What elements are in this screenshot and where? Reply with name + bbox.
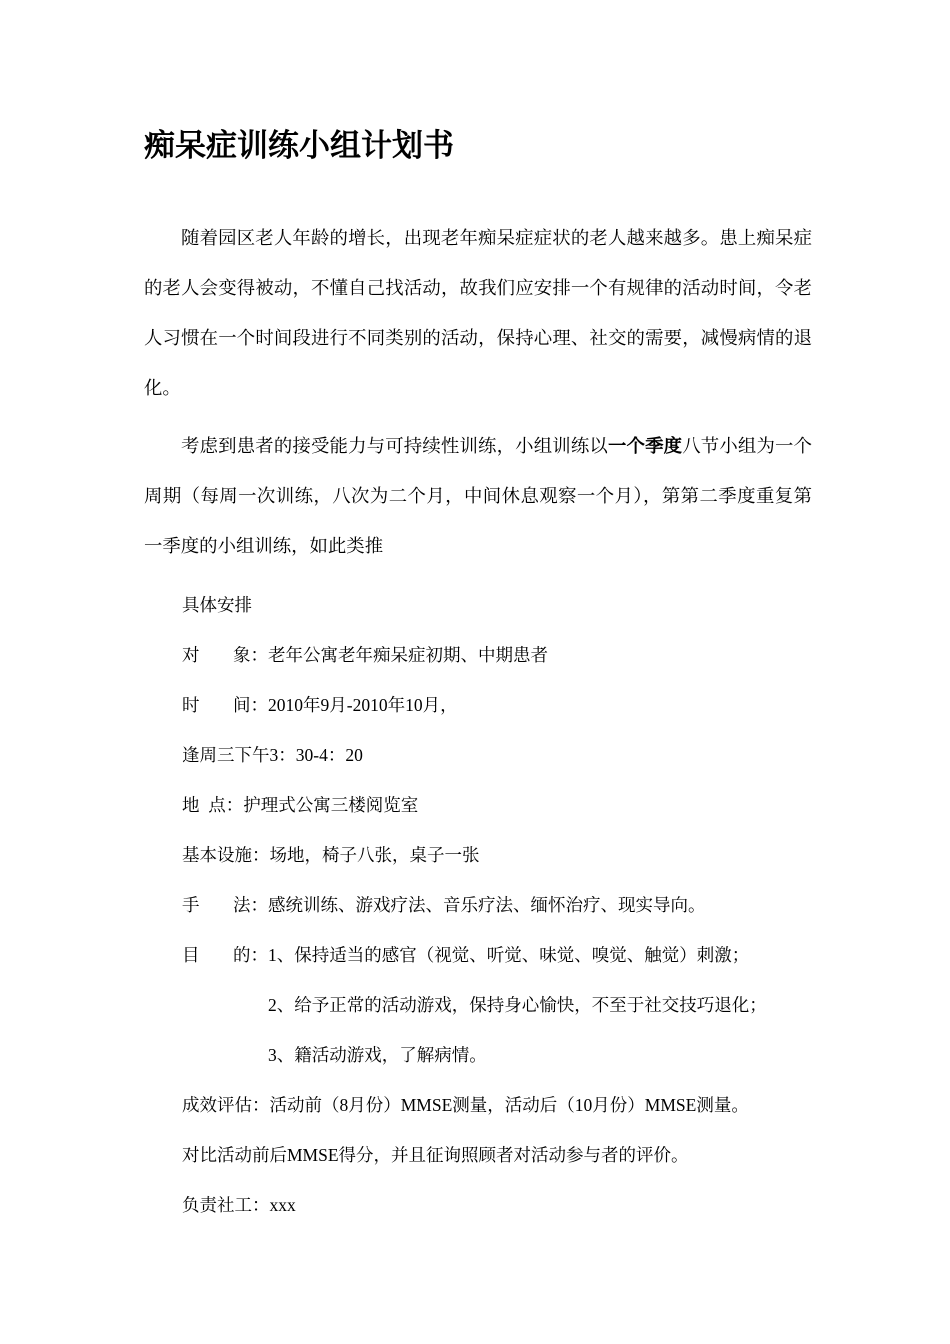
- weekly-time-line: 逢周三下午3：30-4：20: [182, 745, 363, 765]
- evaluation-line: [182, 1092, 749, 1118]
- method-line: [182, 892, 706, 918]
- facilities-line: [182, 842, 480, 868]
- intro-p2-text-a: 考虑到患者的接受能力与可持续性训练，小组训练以: [181, 436, 608, 457]
- evaluation-label: 成效评估：: [182, 1095, 270, 1115]
- place-value: 护理式公寓三楼阅览室: [243, 795, 419, 815]
- staff-line: [182, 1192, 296, 1218]
- evaluation-value: 活动前（8月份）MMSE测量，活动后（10月份）MMSE测量。: [269, 1095, 749, 1115]
- method-value: 感统训练、游戏疗法、音乐疗法、缅怀治疗、现实导向。: [268, 895, 706, 915]
- time-line: [182, 692, 458, 718]
- target-label: 对 象：: [182, 645, 268, 665]
- intro-p2-bold: 一个季度: [607, 436, 683, 457]
- facilities-value: 场地，椅子八张，桌子一张: [269, 845, 480, 865]
- intro-paragraph-2: [144, 422, 812, 572]
- goal-label: 目 的：: [182, 945, 268, 965]
- facilities-label: 基本设施：: [182, 845, 270, 865]
- target-value: 老年公寓老年痴呆症初期、中期患者: [268, 645, 548, 665]
- time-label: 时 间：: [182, 695, 268, 715]
- goal-item-3: 3、籍活动游戏，了解病情。: [268, 1045, 487, 1065]
- evaluation-continuation: 对比活动前后MMSE得分，并且征询照顾者对活动参与者的评价。: [182, 1145, 689, 1165]
- place-line: [182, 792, 418, 818]
- target-line: [182, 642, 548, 668]
- staff-value: xxx: [269, 1195, 296, 1215]
- document-title: 痴呆症训练小组计划书: [144, 128, 454, 164]
- method-label: 手 法：: [182, 895, 268, 915]
- intro-paragraph-1: 随着园区老人年龄的增长，出现老年痴呆症症状的老人越来越多。患上痴呆症的老人会变得被动，不懂自己找活动，故我们应安排一个有规律的活动时间，令老人习惯在一个时间段进行不同类别的活动，保持心理、社交的需要，减慢病情的退化。: [144, 228, 812, 399]
- goal-item-2: 2、给予正常的活动游戏，保持身心愉快，不至于社交技巧退化；: [268, 995, 767, 1015]
- staff-label: 负责社工：: [182, 1195, 270, 1215]
- goal-item-1: 1、保持适当的感官（视觉、听觉、味觉、嗅觉、触觉）刺激；: [268, 945, 750, 965]
- goal-line-1: [182, 942, 749, 968]
- time-value: 2010年9月-2010年10月，: [268, 695, 458, 715]
- schedule-heading: 具体安排: [182, 595, 252, 615]
- intro-p2-text-b: 八节小组为一个周期（每周一次训练，八次为二个月，中间休息观察一个月），第第二季度重复第一季度的小组训练，如此类推: [144, 436, 812, 557]
- place-label: 地 点：: [182, 795, 244, 815]
